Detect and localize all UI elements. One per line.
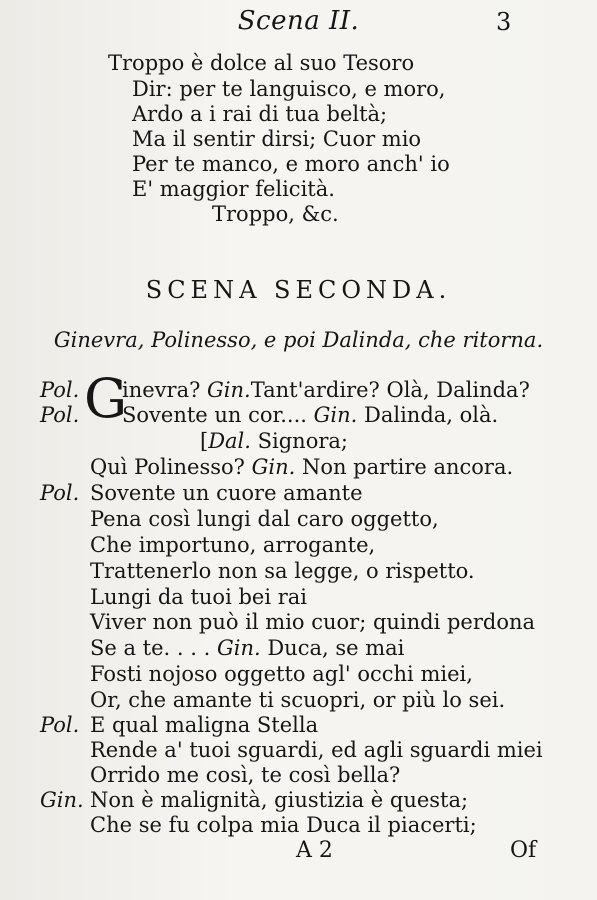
inline-speaker: Gin. bbox=[216, 636, 261, 660]
speaker-label: Pol. bbox=[40, 481, 80, 505]
line-text: Sovente un cor.... bbox=[122, 403, 314, 427]
speaker-label: Gin. bbox=[40, 788, 84, 812]
aria-line: Dir: per te languisco, e moro, bbox=[132, 77, 446, 101]
dialogue-line bbox=[90, 635, 404, 661]
inline-speaker: Gin. bbox=[313, 403, 358, 427]
dialogue-line: Che importuno, arrogante, bbox=[90, 533, 376, 557]
cast-list: Ginevra, Polinesso, e poi Dalinda, che ritorna. bbox=[53, 328, 544, 352]
inline-speaker: Gin. bbox=[207, 378, 251, 402]
aria-refrain: Troppo, &c. bbox=[212, 202, 339, 226]
running-header: Scena II. bbox=[237, 6, 360, 36]
line-text: Tant'ardire? Olà, Dalinda? bbox=[250, 378, 530, 402]
dialogue-line: Viver non può il mio cuor; quindi perdona bbox=[90, 610, 536, 634]
aria-line: Per te manco, e moro anch' io bbox=[132, 152, 450, 176]
dialogue-line: Or, che amante ti scuopri, or più lo sei. bbox=[90, 688, 506, 712]
dialogue-line: Sovente un cuore amante bbox=[90, 481, 363, 505]
speaker-label: Pol. bbox=[40, 713, 80, 737]
dialogue-line: Fosti nojoso oggetto agl' occhi miei, bbox=[90, 662, 473, 686]
line-text: Duca, se mai bbox=[260, 636, 405, 660]
line-text: Quì Polinesso? bbox=[90, 455, 252, 479]
dialogue-line: Non è malignità, giustizia è questa; bbox=[90, 788, 469, 812]
dialogue-line bbox=[122, 377, 530, 403]
line-text: inevra? bbox=[122, 378, 208, 402]
inline-speaker: Dal. bbox=[208, 429, 251, 453]
dialogue-line bbox=[200, 428, 348, 454]
aria-line: Troppo è dolce al suo Tesoro bbox=[108, 51, 415, 75]
line-text: Signora; bbox=[250, 429, 348, 453]
dialogue-line: Che se fu colpa mia Duca il piacerti; bbox=[90, 813, 477, 837]
dialogue-line: Lungi da tuoi bei rai bbox=[90, 585, 308, 609]
drop-cap: G bbox=[84, 367, 128, 430]
dialogue-line bbox=[90, 454, 513, 480]
page-number: 3 bbox=[496, 8, 512, 36]
speaker-label: Pol. bbox=[40, 378, 80, 402]
aria-line: E' maggior felicità. bbox=[132, 177, 335, 201]
line-text: Non partire ancora. bbox=[301, 455, 514, 479]
dialogue-line: E qual maligna Stella bbox=[90, 713, 319, 737]
scene-heading: SCENA SECONDA. bbox=[145, 276, 452, 304]
line-text: Se a te. . . . bbox=[90, 636, 217, 660]
dialogue-line: Rende a' tuoi sguardi, ed agli sguardi miei bbox=[90, 738, 543, 762]
dialogue-line: Trattenerlo non sa legge, o rispetto. bbox=[90, 559, 475, 583]
inline-speaker: Gin. bbox=[251, 455, 296, 479]
aria-line: Ma il sentir dirsi; Cuor mio bbox=[132, 127, 422, 151]
line-text: Dalinda, olà. bbox=[364, 403, 499, 427]
line-text: [ bbox=[200, 429, 209, 453]
signature-mark: A 2 bbox=[296, 838, 333, 863]
aria-line: Ardo a i rai di tua beltà; bbox=[132, 102, 388, 126]
catchword: Of bbox=[510, 838, 537, 863]
speaker-label: Pol. bbox=[40, 403, 80, 427]
dialogue-line bbox=[122, 402, 498, 428]
dialogue-line: Orrido me così, te così bella? bbox=[90, 763, 401, 787]
dialogue-line: Pena così lungi dal caro oggetto, bbox=[90, 507, 439, 531]
